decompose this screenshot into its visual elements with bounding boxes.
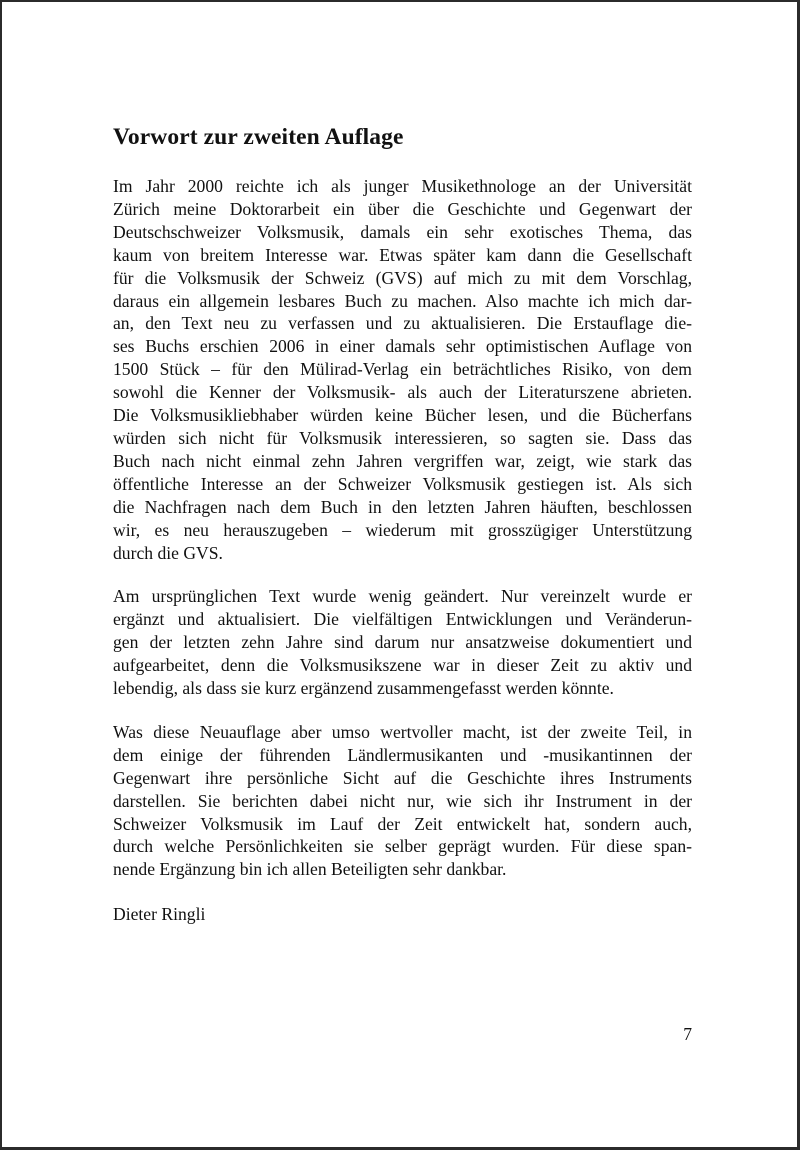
text-line: Die Volksmusikliebhaber würden keine Bücher lesen, und die Bücherfans xyxy=(113,405,692,426)
text-line: Deutschschweizer Volksmusik, damals ein sehr exotisches Thema, das xyxy=(113,221,692,242)
page-content xyxy=(113,122,692,902)
text-line: ses Buchs erschien 2006 in einer damals sehr optimistischen Auflage von xyxy=(113,336,692,357)
paragraph-3 xyxy=(113,721,692,881)
text-line: Zürich meine Doktorarbeit ein über die Geschichte und Gegenwart der xyxy=(113,198,692,219)
text-line: die Nachfragen nach dem Buch in den letzten Jahren häuften, beschlossen xyxy=(113,496,692,517)
text-line: darstellen. Sie berichten dabei nicht nur, wie sich ihr Instrument in der xyxy=(113,790,692,811)
text-line: Schweizer Volksmusik im Lauf der Zeit entwickelt hat, sondern auch, xyxy=(113,813,692,834)
text-line: dem einige der führenden Ländlermusikanten und -musikantinnen der xyxy=(113,744,692,765)
text-line: wir, es neu herauszugeben – wiederum mit grosszügiger Unterstützung xyxy=(113,519,692,540)
text-line: öffentliche Interesse an der Schweizer Volksmusik gestiegen ist. Als sich xyxy=(113,473,692,494)
text-line: gen der letzten zehn Jahre sind darum nur ansatzweise dokumentiert und xyxy=(113,632,692,653)
text-line: Was diese Neuauflage aber umso wertvoller macht, ist der zweite Teil, in xyxy=(113,721,692,742)
page-number: 7 xyxy=(683,1024,692,1044)
text-line: Im Jahr 2000 reichte ich als junger Musikethnologe an der Universität xyxy=(113,176,692,196)
text-line: Gegenwart ihre persönliche Sicht auf die Geschichte ihres Instruments xyxy=(113,767,692,788)
text-line: lebendig, als dass sie kurz ergänzend zusammengefasst werden könnte. xyxy=(113,678,614,699)
book-page xyxy=(2,2,797,1147)
text-line: kaum von breitem Interesse war. Etwas später kam dann die Gesellschaft xyxy=(113,244,692,265)
text-line: würden sich nicht für Volksmusik interessieren, so sagten sie. Dass das xyxy=(113,427,692,448)
text-line: ergänzt und aktualisiert. Die vielfältigen Entwicklungen und Veränderun- xyxy=(113,609,692,630)
text-line: für die Volksmusik der Schweiz (GVS) auf mich zu mit dem Vorschlag, xyxy=(113,267,692,288)
text-line: daraus ein allgemein lesbares Buch zu machen. Also machte ich mich dar- xyxy=(113,290,692,311)
text-line: aufgearbeitet, denn die Volksmusikszene war in dieser Zeit zu aktiv und xyxy=(113,655,692,676)
paragraph-1 xyxy=(113,175,692,564)
text-line: durch welche Persönlichkeiten sie selber geprägt wurden. Für diese span- xyxy=(113,836,692,857)
paragraph-2 xyxy=(113,585,692,700)
text-line: an, den Text neu zu verfassen und zu aktualisieren. Die Erstauflage die- xyxy=(113,313,692,334)
text-line: sowohl die Kenner der Volksmusik- als auch der Literaturszene abrieten. xyxy=(113,382,692,403)
author-signature: Dieter Ringli xyxy=(113,904,206,924)
chapter-title: Vorwort zur zweiten Auflage xyxy=(113,124,404,150)
text-line: 1500 Stück – für den Mülirad-Verlag ein beträchtliches Risiko, von dem xyxy=(113,359,692,380)
text-line: nende Ergänzung bin ich allen Beteiligten sehr dankbar. xyxy=(113,859,507,880)
text-line: Buch nach nicht einmal zehn Jahren vergriffen war, zeigt, wie stark das xyxy=(113,450,692,471)
text-line: durch die GVS. xyxy=(113,542,223,563)
text-line: Am ursprünglichen Text wurde wenig geändert. Nur vereinzelt wurde er xyxy=(113,586,692,607)
